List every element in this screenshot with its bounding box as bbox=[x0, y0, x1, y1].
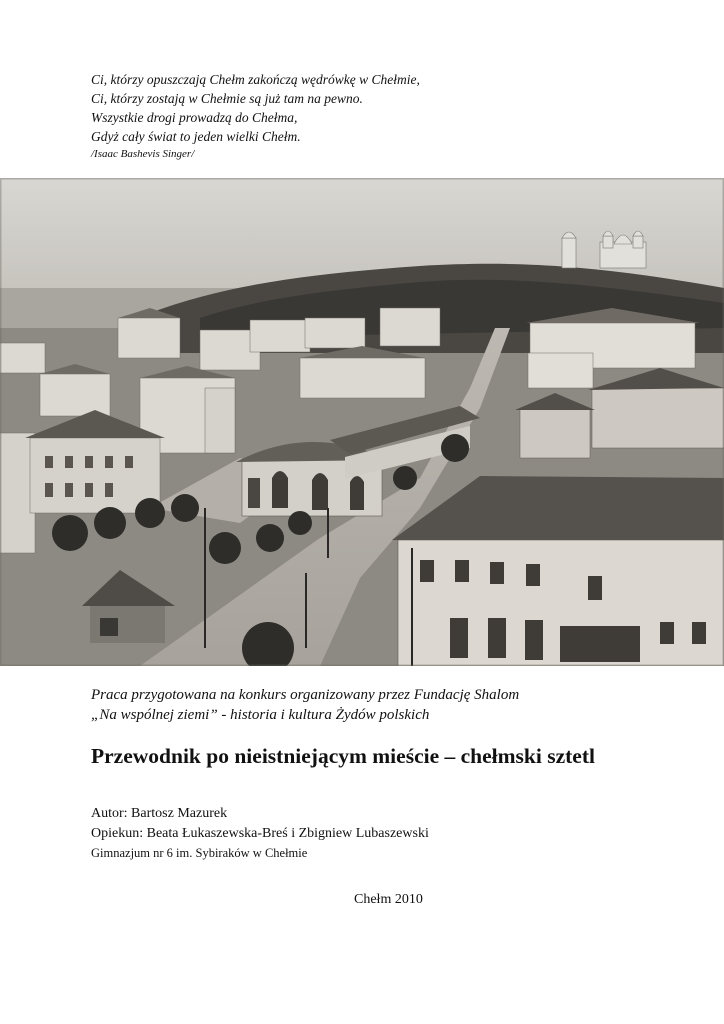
basilica-on-hill bbox=[562, 231, 646, 268]
credits bbox=[91, 804, 691, 862]
place-and-year: Chełm 2010 bbox=[354, 892, 423, 907]
epigraph-line: Gdyż cały świat to jeden wielki Chełm. bbox=[91, 129, 301, 144]
historic-town-photo bbox=[0, 178, 724, 666]
school-line: Gimnazjum nr 6 im. Sybiraków w Chełmie bbox=[91, 846, 308, 860]
epigraph-line: Ci, którzy zostają w Chełmie są już tam na pewno. bbox=[91, 91, 363, 106]
contest-line-1: Praca przygotowana na konkurs organizowany przez Fundację Shalom bbox=[91, 687, 520, 703]
epigraph-attribution: /Isaac Bashevis Singer/ bbox=[91, 148, 195, 160]
town-panorama-illustration bbox=[0, 178, 724, 666]
author-line: Autor: Bartosz Mazurek bbox=[91, 806, 228, 821]
kiosk bbox=[82, 570, 175, 643]
document-title: Przewodnik po nieistniejącym mieście – chełmski sztetl bbox=[91, 744, 595, 768]
epigraph bbox=[91, 70, 691, 163]
foreground-building bbox=[392, 476, 724, 666]
supervisors-line: Opiekun: Beata Łukaszewska-Breś i Zbigniew Lubaszewski bbox=[91, 826, 429, 841]
epigraph-line: Ci, którzy opuszczają Chełm zakończą wędrówkę w Chełmie, bbox=[91, 72, 420, 87]
contest-info bbox=[91, 685, 691, 725]
epigraph-line: Wszystkie drogi prowadzą do Chełma, bbox=[91, 110, 298, 125]
contest-line-2: „Na wspólnej ziemi” - historia i kultura Żydów polskich bbox=[91, 707, 430, 723]
